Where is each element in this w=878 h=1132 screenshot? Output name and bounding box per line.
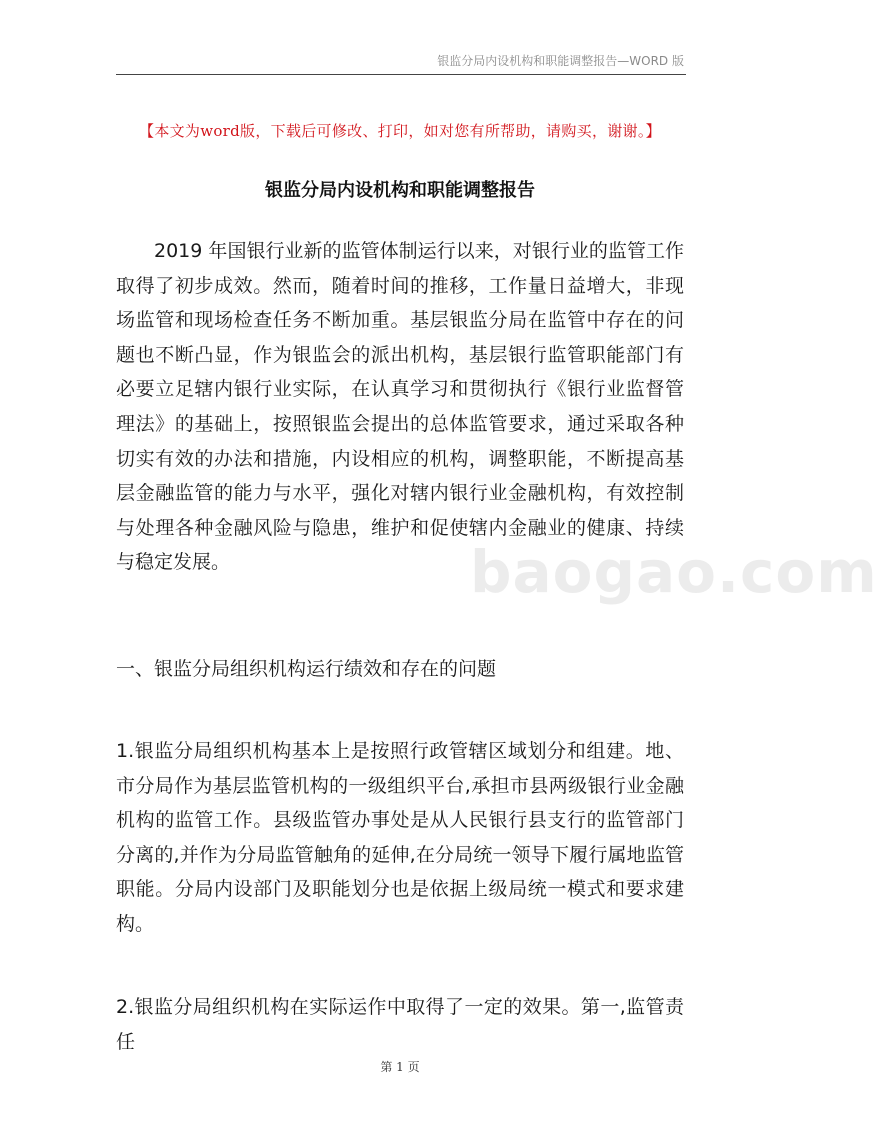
section-paragraph-1: 1.银监分局组织机构基本上是按照行政管辖区域划分和组建。地、市分局作为基层监管机构的一级组织平台,承担市县两级银行业金融机构的监管工作。县级监管办事处是从人民银行县支行的监管部门分离的,并作为分局监管触角的延伸,在分局统一领导下履行属地监管职能。分局内设部门及职能划分也是依据上级局统一模式和要求建构。 xyxy=(116,740,684,935)
download-notice: 【本文为word版，下载后可修改、打印，如对您有所帮助，请购买，谢谢。】 xyxy=(139,122,661,140)
intro-paragraph: 2019 年国银行业新的监管体制运行以来，对银行业的监管工作取得了初步成效。然而，随着时间的推移，工作量日益增大，非现场监管和现场检查任务不断加重。基层银监分局在监管中存在的问题也不断凸显，作为银监会的派出机构，基层银行监管职能部门有必要立足辖内银行业实际，在认真学习和贯彻执行《银行业监督管理法》的基础上，按照银监会提出的总体监管要求，通过采取各种切实有效的办法和措施，内设相应的机构，调整职能，不断提高基层金融监管的能力与水平，强化对辖内银行业金融机构，有效控制与处理各种金融风险与隐患，维护和促使辖内金融业的健康、持续与稳定发展。 xyxy=(116,240,684,574)
document-title: 银监分局内设机构和职能调整报告 xyxy=(265,180,535,201)
section-heading: 一、银监分局组织机构运行绩效和存在的问题 xyxy=(116,658,497,680)
section-paragraph-2: 2.银监分局组织机构在实际运作中取得了一定的效果。第一,监管责任 xyxy=(116,996,684,1053)
running-header: 银监分局内设机构和职能调整报告—WORD 版 xyxy=(437,54,684,68)
watermark: baogao.com xyxy=(470,538,878,606)
page-number: 第 1 页 xyxy=(380,1060,420,1074)
header-divider xyxy=(116,74,686,75)
